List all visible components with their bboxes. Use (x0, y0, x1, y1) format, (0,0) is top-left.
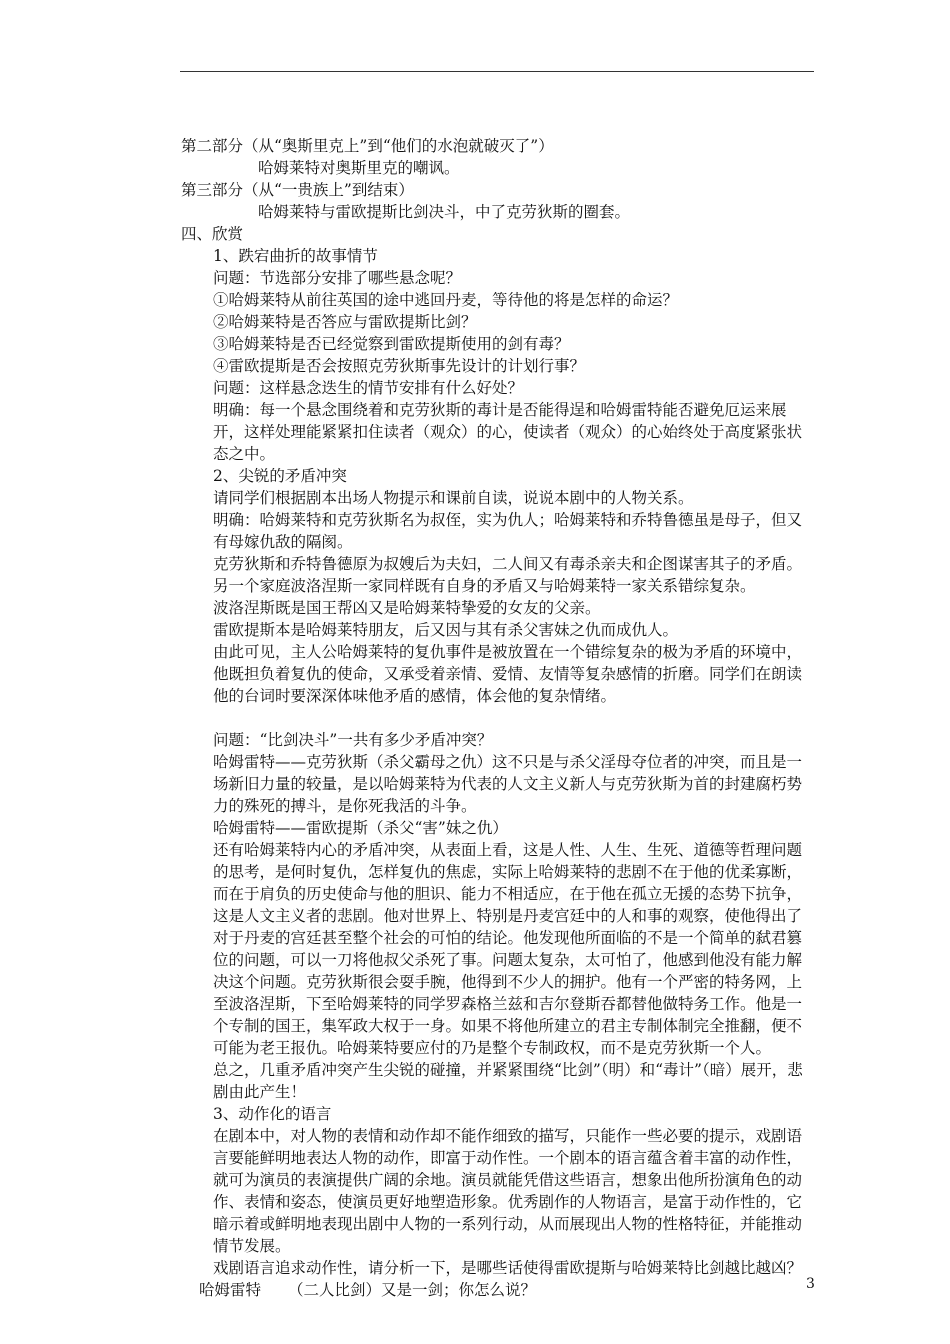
paragraph: 第二部分（从“奥斯里克上”到“他们的水泡就破灭了”） (181, 137, 554, 155)
paragraph: 哈姆莱特对奥斯里克的嘲讽。 (258, 159, 460, 177)
paragraph: 问题：这样悬念迭生的情节安排有什么好处？ (213, 379, 524, 397)
paragraph: 戏剧语言追求动作性，请分析一下，是哪些话使得雷欧提斯与哈姆莱特比剑越比越凶？ (213, 1259, 803, 1277)
list-item: ④雷欧提斯是否会按照克劳狄斯事先设计的计划行事？ (213, 357, 586, 375)
list-item: ③哈姆莱特是否已经觉察到雷欧提斯使用的剑有毒？ (213, 335, 570, 353)
list-item: ①哈姆莱特从前往英国的途中逃回丹麦，等待他的将是怎样的命运？ (213, 291, 679, 309)
paragraph: 第三部分（从“一贵族上”到结束） (181, 181, 414, 199)
paragraph: 雷欧提斯本是哈姆莱特朋友，后又因与其有杀父害妹之仇而成仇人。 (213, 621, 679, 639)
subsection-heading: 1、跌宕曲折的故事情节 (213, 247, 378, 265)
paragraph: 总之，几重矛盾冲突产生尖锐的碰撞，并紧紧围绕“比剑”（明）和“毒计”（暗）展开，悲剧由此产生！ (213, 1061, 803, 1101)
paragraph: 另一个家庭波洛涅斯一家同样既有自身的矛盾又与哈姆莱特一家关系错综复杂。 (213, 577, 756, 595)
subsection-heading: 3、动作化的语言 (213, 1105, 332, 1123)
paragraph: 哈姆雷特——克劳狄斯（杀父霸母之仇）这不只是与杀父淫母夺位者的冲突，而且是一场新旧力量的较量，是以哈姆莱特为代表的人文主义新人与克劳狄斯为首的封建腐朽势力的殊死的搏斗，是你死我活的斗争。 (213, 753, 803, 815)
page-number: 3 (806, 1276, 815, 1292)
paragraph: 问题：“比剑决斗”一共有多少矛盾冲突？ (213, 731, 493, 749)
section-heading: 四、欣赏 (181, 225, 244, 243)
paragraph: 波洛涅斯既是国王帮凶又是哈姆莱特挚爱的女友的父亲。 (213, 599, 601, 617)
blank-line (181, 707, 817, 729)
paragraph: 在剧本中，对人物的表情和动作却不能作细致的描写，只能作一些必要的提示，戏剧语言要能鲜明地表达人物的动作，即富于动作性。一个剧本的语言蕴含着丰富的动作性，就可为演员的表演提供广阔的余地。演员就能凭借这些语言，想象出他所扮演角色的动作、表情和姿态，使演员更好地塑造形象。优秀剧作的人物语言，是富于动作性的，它暗示着或鲜明地表现出剧中人物的一系列行动，从而展现出人物的性格特征，并能推动情节发展。 (213, 1127, 803, 1255)
dialog-line (181, 1279, 817, 1301)
paragraph: 问题：节选部分安排了哪些悬念呢？ (213, 269, 462, 287)
paragraph: 明确：每一个悬念围绕着和克劳狄斯的毒计是否能得逞和哈姆雷特能否避免厄运来展开，这样处理能紧紧扣住读者（观众）的心，使读者（观众）的心始终处于高度紧张状态之中。 (213, 401, 803, 463)
paragraph: 明确：哈姆莱特和克劳狄斯名为叔侄，实为仇人；哈姆莱特和乔特鲁德虽是母子，但又有母嫁仇敌的隔阂。 (213, 511, 803, 551)
dialog-speaker: 哈姆雷特 (199, 1281, 262, 1299)
paragraph: 克劳狄斯和乔特鲁德原为叔嫂后为夫妇，二人间又有毒杀亲夫和企图谋害其子的矛盾。 (213, 555, 803, 573)
paragraph: 还有哈姆莱特内心的矛盾冲突，从表面上看，这是人性、人生、生死、道德等哲理问题的思考，是何时复仇，怎样复仇的焦虑，实际上哈姆莱特的悲剧不在于他的优柔寡断，而在于肩负的历史使命与他的胆识、能力不相适应，在于他在孤立无援的态势下抗争，这是人文主义者的悲剧。他对世界上、特别是丹麦宫廷中的人和事的观察，使他得出了对于丹麦的宫廷甚至整个社会的可怕的结论。他发现他所面临的不是一个简单的弑君篡位的问题，可以一刀将他叔父杀死了事。问题太复杂，太可怕了，他感到他没有能力解决这个问题。克劳狄斯很会耍手腕，他得到不少人的拥护。他有一个严密的特务网，上至波洛涅斯，下至哈姆莱特的同学罗森格兰兹和吉尔登斯吞都替他做特务工作。他是一个专制的国王，集军政大权于一身。如果不将他所建立的君主专制体制完全推翻，便不可能为老王报仇。哈姆莱特要应付的乃是整个专制政权，而不是克劳狄斯一个人。 (213, 841, 803, 1057)
subsection-heading: 2、尖锐的矛盾冲突 (213, 467, 347, 485)
paragraph: 由此可见，主人公哈姆莱特的复仇事件是被放置在一个错综复杂的极为矛盾的环境中，他既担负着复仇的使命，又承受着亲情、爱情、友情等复杂感情的折磨。同学们在朗读他的台词时要深深体味他矛盾的感情，体会他的复杂情绪。 (213, 643, 803, 705)
paragraph: 哈姆雷特——雷欧提斯（杀父“害”妹之仇） (213, 819, 508, 837)
dialog-text: （二人比剑）又是一剑；你怎么说？ (288, 1281, 537, 1299)
paragraph: 请同学们根据剧本出场人物提示和课前自读，说说本剧中的人物关系。 (213, 489, 694, 507)
header-rule (180, 71, 814, 72)
list-item: ②哈姆莱特是否答应与雷欧提斯比剑？ (213, 313, 477, 331)
document-body (181, 135, 817, 1301)
paragraph: 哈姆莱特与雷欧提斯比剑决斗，中了克劳狄斯的圈套。 (258, 203, 631, 221)
